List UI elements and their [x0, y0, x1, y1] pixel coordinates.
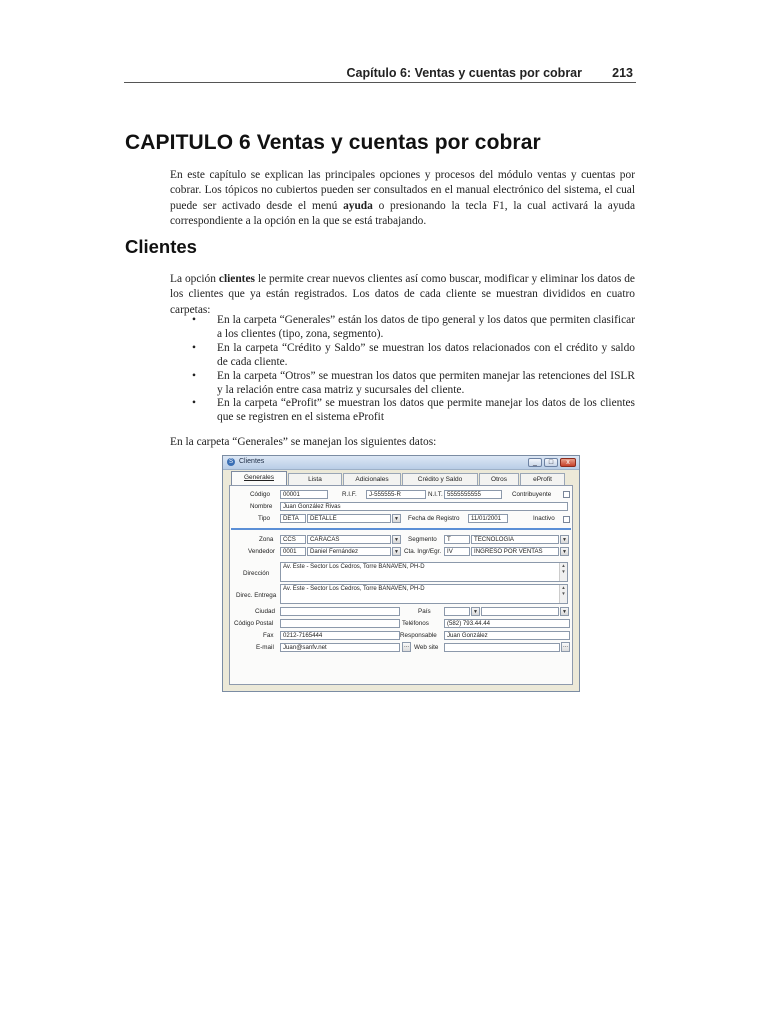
- tab-label: Crédito y Saldo: [417, 476, 463, 483]
- inactivo-checkbox[interactable]: [563, 516, 570, 523]
- chapter-title: CAPITULO 6 Ventas y cuentas por cobrar: [125, 131, 541, 154]
- window-title: Clientes: [239, 458, 265, 465]
- pais-desc-field: [481, 607, 559, 616]
- inactivo-label: Inactivo: [533, 515, 555, 522]
- fax-label: Fax: [263, 632, 274, 639]
- bullet-icon: •: [192, 314, 196, 326]
- scrollbar[interactable]: [559, 563, 567, 581]
- email-browse-button[interactable]: ...: [402, 642, 411, 652]
- tab-bar: [229, 472, 573, 486]
- running-header-chapter: Capítulo 6: Ventas y cuentas por cobrar: [346, 66, 582, 80]
- web-site-field[interactable]: [444, 643, 560, 652]
- zona-label: Zona: [259, 536, 274, 543]
- tab-label: eProfit: [533, 476, 552, 483]
- rif-field[interactable]: J-555555-R: [366, 490, 426, 499]
- email-field[interactable]: Juan@sanfv.net: [280, 643, 400, 652]
- tab-label: Lista: [308, 476, 322, 483]
- ciudad-label: Ciudad: [255, 608, 275, 615]
- scroll-down-icon[interactable]: ▼: [561, 591, 566, 596]
- folder-list: [170, 314, 635, 425]
- vendedor-label: Vendedor: [248, 548, 275, 555]
- section-title: Clientes: [125, 236, 197, 257]
- intro-text-1: En este capítulo se explican las principales opciones y procesos del módulo ventas y cuentas por cobrar. Los tópicos no cubiertos pueden ser consultados en el manual electrónico del sistema, el cual puede ser activado desde el menú: [170, 169, 635, 212]
- fecha-registro-field[interactable]: 11/01/2001: [468, 514, 508, 523]
- pais-code-field[interactable]: [444, 607, 470, 616]
- list-item: [170, 370, 635, 398]
- direc-entrega-text: Av. Este - Sector Los Cedros, Torre BANAVEN, PH-D: [283, 586, 425, 592]
- responsable-label: Responsable: [400, 632, 437, 639]
- tab-label: Generales: [244, 474, 274, 481]
- vendedor-desc-field: Daniel Fernández: [307, 547, 391, 556]
- clientes-paragraph: [170, 272, 635, 318]
- nombre-label: Nombre: [250, 503, 273, 510]
- pais-desc-dropdown-icon[interactable]: ▼: [560, 607, 569, 616]
- tab-label: Adicionales: [355, 476, 389, 483]
- codigo-field[interactable]: 00001: [280, 490, 328, 499]
- minimize-icon[interactable]: _: [528, 458, 542, 467]
- bullet-icon: •: [192, 341, 196, 354]
- app-icon: S: [228, 459, 233, 465]
- cta-dropdown-icon[interactable]: ▼: [560, 547, 569, 556]
- section-separator: [231, 528, 571, 530]
- clientes-window: [222, 455, 580, 692]
- maximize-icon[interactable]: □: [544, 458, 558, 467]
- email-label: E-mail: [256, 644, 274, 651]
- telefonos-field[interactable]: (582) 793.44.44: [444, 619, 570, 628]
- header-rule: [124, 82, 636, 83]
- intro-paragraph: [170, 168, 635, 229]
- zona-code-field[interactable]: CCS: [280, 535, 306, 544]
- clientes-text-1: La opción: [170, 273, 219, 285]
- codigo-label: Código: [250, 491, 270, 498]
- list-item-text: En la carpeta “Crédito y Saldo” se muestran los datos relacionados con el crédito y saldo de cada cliente.: [217, 341, 635, 368]
- contribuyente-checkbox[interactable]: [563, 491, 570, 498]
- tipo-label: Tipo: [258, 515, 271, 522]
- tipo-desc-field: DETALLE: [307, 514, 391, 523]
- tab-lista[interactable]: [288, 473, 342, 485]
- window-titlebar[interactable]: [223, 456, 579, 470]
- fecha-registro-label: Fecha de Registro: [408, 515, 460, 522]
- tipo-code-field[interactable]: DETA: [280, 514, 306, 523]
- cta-desc-field: INGRESO POR VENTAS: [471, 547, 559, 556]
- responsable-field[interactable]: Juan González: [444, 631, 570, 640]
- tipo-dropdown-icon[interactable]: ▼: [392, 514, 401, 523]
- segmento-desc-field: TECNOLOGIA: [471, 535, 559, 544]
- pais-label: País: [418, 608, 431, 615]
- tab-credito-saldo[interactable]: [402, 473, 478, 485]
- tab-adicionales[interactable]: [343, 473, 401, 485]
- cta-ingr-label: Cta. Ingr/Egr.: [404, 548, 442, 555]
- list-item-text: En la carpeta “Otros” se muestran los datos que permiten manejar las retenciones del ISLR y la relación entre casa matriz y sucursales del cliente.: [217, 369, 635, 396]
- direccion-textarea[interactable]: [280, 562, 568, 582]
- contribuyente-label: Contribuyente: [512, 491, 552, 498]
- tab-label: Otros: [491, 476, 507, 483]
- web-site-label: Web site: [414, 644, 439, 651]
- telefonos-label: Teléfonos: [402, 620, 429, 627]
- tab-generales[interactable]: [231, 471, 287, 486]
- generales-paragraph: En la carpeta “Generales” se manejan los siguientes datos:: [170, 436, 437, 448]
- zona-desc-field: CARACAS: [307, 535, 391, 544]
- intro-text-2: o presionando la tecla F1, la cual activará la ayuda correspondiente a la opción en la que se está trabajando.: [170, 199, 636, 227]
- segmento-code-field[interactable]: T: [444, 535, 470, 544]
- direc-entrega-textarea[interactable]: [280, 584, 568, 604]
- fax-field[interactable]: 0212-7165444: [280, 631, 400, 640]
- rif-label: R.I.F.: [342, 491, 357, 498]
- close-icon[interactable]: x: [560, 458, 576, 467]
- direc-entrega-label: Direc. Entrega: [236, 592, 277, 599]
- scroll-down-icon[interactable]: ▼: [561, 569, 566, 574]
- direccion-text: Av. Este - Sector Los Cedros, Torre BANAVEN, PH-D: [283, 564, 425, 570]
- bullet-icon: •: [192, 397, 196, 410]
- running-header: [124, 64, 635, 82]
- list-item: [170, 314, 635, 342]
- list-item-text: En la carpeta “Generales” están los datos de tipo general y los datos que permiten clasificar a los clientes (tipo, zona, segmento).: [217, 314, 635, 340]
- tab-otros[interactable]: [479, 473, 519, 485]
- codigo-postal-field[interactable]: [280, 619, 400, 628]
- list-item-text: En la carpeta “eProfit” se muestran los datos que permite manejar los datos de los clientes que se registren en el sistema eProfit: [217, 397, 635, 424]
- direccion-label: Dirección: [243, 570, 270, 577]
- generales-panel: [229, 485, 573, 685]
- pais-dropdown-icon[interactable]: ▼: [471, 607, 480, 616]
- clientes-bold: clientes: [218, 273, 255, 285]
- scroll-up-icon[interactable]: ▲: [561, 563, 566, 568]
- ciudad-field[interactable]: [280, 607, 400, 616]
- list-item: [170, 397, 635, 425]
- vendedor-dropdown-icon[interactable]: ▼: [392, 547, 401, 556]
- segmento-label: Segmento: [408, 536, 437, 543]
- nit-field[interactable]: 5555555555: [444, 490, 502, 499]
- scroll-up-icon[interactable]: ▲: [561, 585, 566, 590]
- cta-code-field[interactable]: IV: [444, 547, 470, 556]
- nit-label: N.I.T.: [428, 491, 443, 498]
- nombre-field[interactable]: Juan González Rivas: [280, 502, 568, 511]
- list-item: [170, 342, 635, 370]
- clientes-text-2: le permite crear nuevos clientes así como buscar, modificar y eliminar los datos de los clientes que ya están registrados. Los datos de cada cliente se muestran divididos en cuatro carpetas:: [170, 273, 635, 316]
- codigo-postal-label: Código Postal: [234, 620, 274, 627]
- zona-dropdown-icon[interactable]: ▼: [392, 535, 401, 544]
- web-site-browse-button[interactable]: ...: [561, 642, 570, 652]
- vendedor-code-field[interactable]: 0001: [280, 547, 306, 556]
- scrollbar[interactable]: [559, 585, 567, 603]
- segmento-dropdown-icon[interactable]: ▼: [560, 535, 569, 544]
- bullet-icon: •: [192, 369, 196, 382]
- tab-eprofit[interactable]: [520, 473, 565, 485]
- page-number: 213: [612, 66, 633, 80]
- intro-bold-ayuda: ayuda: [343, 199, 373, 212]
